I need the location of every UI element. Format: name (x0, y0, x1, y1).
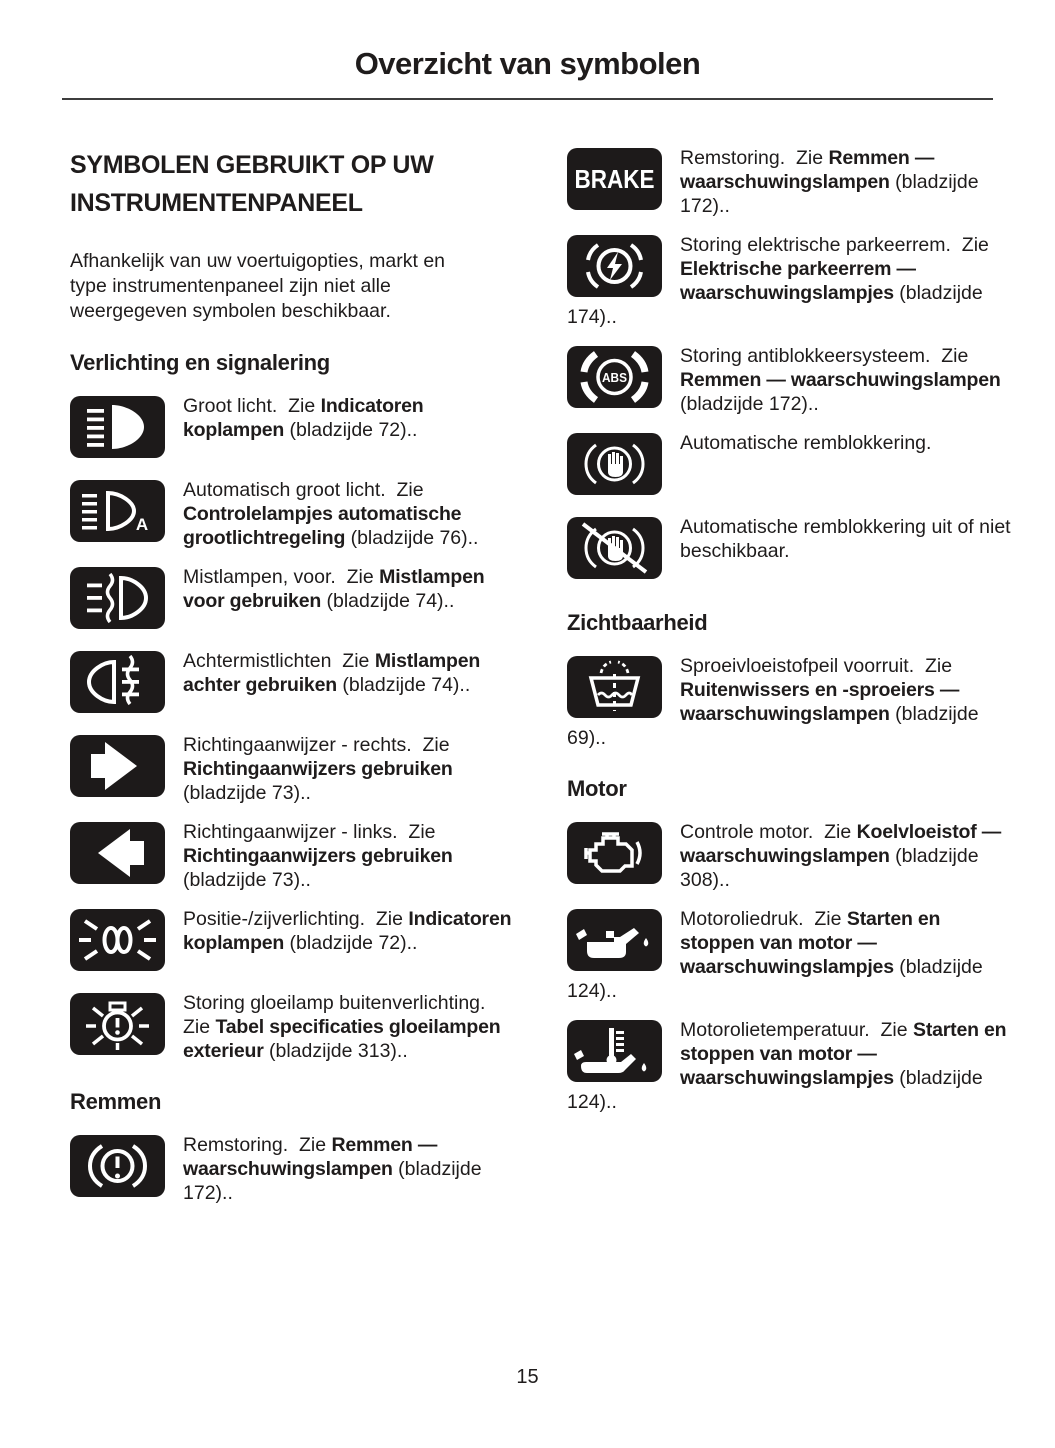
symbol-item (70, 733, 522, 805)
abs-fault-icon (567, 346, 662, 408)
section-heading-remmen: Remmen (70, 1089, 162, 1114)
high-beam-icon (70, 396, 165, 458)
brake-warning-icon (70, 1135, 165, 1197)
symbol-description: Remstoring. Zie Remmen — waarschuwingslampen (bladzijde 172).. (680, 147, 979, 217)
turn-left-icon (70, 822, 165, 884)
symbol-item (567, 1018, 1019, 1114)
symbol-item (70, 991, 522, 1063)
section-heading-motor: Motor (567, 776, 627, 801)
symbol-item (70, 1133, 522, 1205)
bulb-failure-icon (70, 993, 165, 1055)
position-lights-icon (70, 909, 165, 971)
rear-fog-icon (70, 651, 165, 713)
svg-text:ABS: ABS (602, 370, 628, 385)
symbol-item (567, 820, 1019, 892)
symbol-item (567, 431, 1019, 500)
auto-hold-icon (567, 433, 662, 495)
oil-temperature-icon (567, 1020, 662, 1082)
symbol-description: Automatisch groot licht. Zie Controlelampjes automatische grootlichtregeling (bladzijde 76).. (183, 479, 479, 549)
symbol-description: Sproeivloeistofpeil voorruit. Zie Ruitenwissers en -sproeiers — waarschuwingslampen (bladzijde 69).. (567, 655, 979, 749)
symbol-description: Achtermistlichten Zie Mistlampen achter gebruiken (bladzijde 74).. (183, 650, 481, 696)
symbol-description: Motorolietemperatuur. Zie Starten en stoppen van motor — waarschuwingslampjes (bladzijde 124).. (567, 1019, 1007, 1113)
turn-right-icon (70, 735, 165, 797)
symbol-item (70, 820, 522, 892)
symbol-item (567, 146, 1019, 218)
washer-fluid-icon (567, 656, 662, 718)
symbol-description: Automatische remblokkering uit of niet beschikbaar. (680, 516, 1011, 562)
symbol-description: Mistlampen, voor. Zie Mistlampen voor gebruiken (bladzijde 74).. (183, 566, 485, 612)
section-heading-zichtbaarheid: Zichtbaarheid (567, 610, 708, 635)
symbol-item (70, 649, 522, 718)
auto-high-beam-icon (70, 480, 165, 542)
symbol-item (70, 907, 522, 976)
header-divider (62, 98, 993, 100)
symbol-item (567, 907, 1019, 1003)
symbol-description: Storing gloeilamp buitenverlichting. Zie Tabel specificaties gloeilampen exterieur (bladzijde 313).. (183, 992, 501, 1062)
symbol-item (567, 654, 1019, 750)
left-column (70, 146, 522, 1220)
oil-pressure-icon (567, 909, 662, 971)
svg-text:BRAKE: BRAKE (574, 164, 655, 194)
symbol-description: Automatische remblokkering. (680, 432, 932, 454)
svg-text:A: A (135, 515, 149, 534)
symbol-description: Remstoring. Zie Remmen — waarschuwingslampen (bladzijde 172).. (183, 1134, 482, 1204)
symbol-item (567, 344, 1019, 416)
symbol-item (567, 515, 1019, 584)
symbol-item (70, 394, 522, 463)
symbol-description: Motoroliedruk. Zie Starten en stoppen van motor — waarschuwingslampjes (bladzijde 124).. (567, 908, 983, 1002)
symbol-item (70, 565, 522, 634)
symbol-description: Richtingaanwijzer - rechts. Zie Richtingaanwijzers gebruiken (bladzijde 73).. (183, 734, 453, 804)
symbol-description: Storing antiblokkeersysteem. Zie Remmen — waarschuwingslampen (bladzijde 172).. (680, 345, 1001, 415)
symbol-item (567, 233, 1019, 329)
symbol-description: Controle motor. Zie Koelvloeistof — waarschuwingslampen (bladzijde 308).. (680, 821, 1002, 891)
symbol-description: Groot licht. Zie Indicatoren koplampen (bladzijde 72).. (183, 395, 424, 441)
auto-hold-off-icon (567, 517, 662, 579)
symbol-item (70, 478, 522, 550)
symbol-description: Positie-/zijverlichting. Zie Indicatoren koplampen (bladzijde 72).. (183, 908, 512, 954)
column-heading: SYMBOLEN GEBRUIKT OP UW INSTRUMENTENPANEEL (70, 151, 434, 217)
check-engine-icon (567, 822, 662, 884)
intro-text: Afhankelijk van uw voertuigopties, markt en type instrumentenpaneel zijn niet alle weergegeven symbolen beschikbaar. (70, 250, 446, 322)
symbol-description: Storing elektrische parkeerrem. Zie Elektrische parkeerrem — waarschuwingslampjes (bladzijde 174).. (567, 234, 989, 328)
symbol-description: Richtingaanwijzer - links. Zie Richtingaanwijzers gebruiken (bladzijde 73).. (183, 821, 453, 891)
page-number: 15 (516, 1366, 539, 1388)
parking-brake-fault-icon (567, 235, 662, 297)
brake-text-icon (567, 148, 662, 210)
right-column (567, 146, 1019, 1129)
page-title: Overzicht van symbolen (354, 46, 701, 81)
front-fog-icon (70, 567, 165, 629)
section-heading-verlichting: Verlichting en signalering (70, 350, 330, 375)
